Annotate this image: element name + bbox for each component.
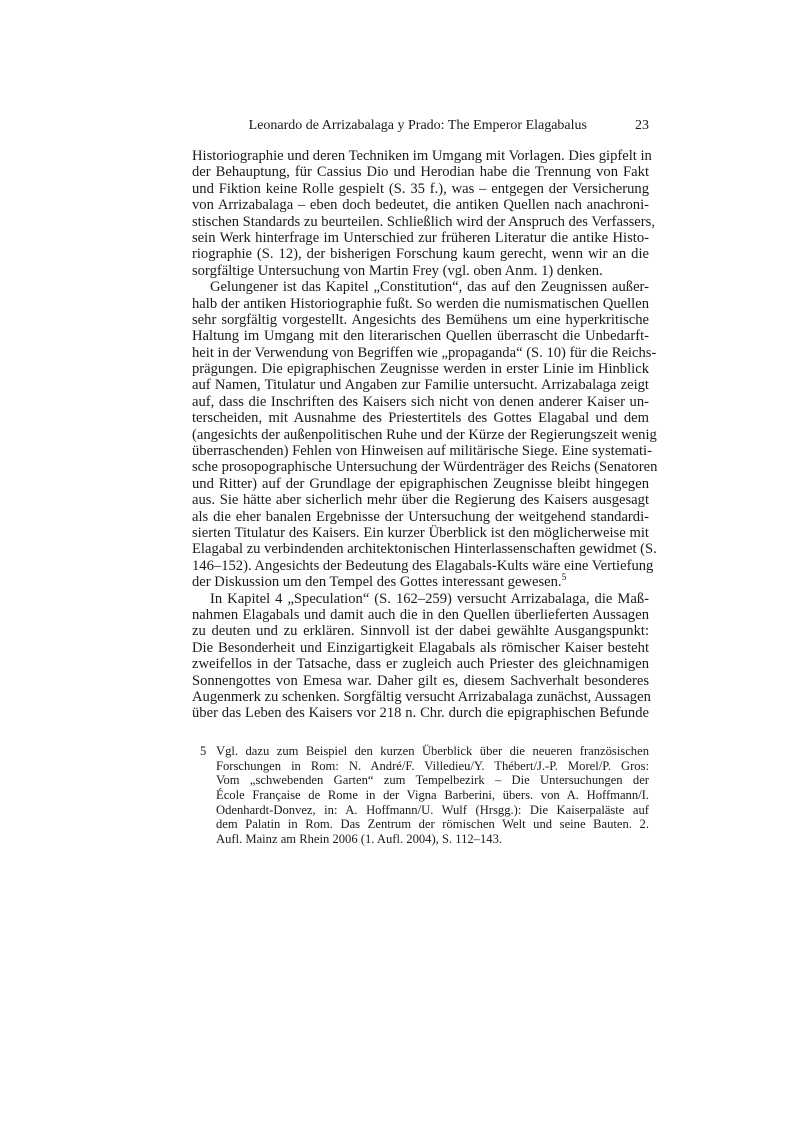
line-text: zweifellos in der Tatsache, dass er zugleich auch Priester des gleichnamigen — [192, 656, 649, 673]
text-line — [192, 459, 658, 476]
line-text: sche prosopographische Untersuchung der Würdenträger des Reichs (Senatoren — [192, 459, 658, 476]
line-text: In Kapitel 4 „Speculation“ (S. 162–259) versucht Arrizabalaga, die Maß- — [210, 590, 649, 607]
text-line — [192, 246, 649, 262]
line-text: riographie (S. 12), der bisherigen Forschung kaum gerecht, wenn wir an die — [192, 246, 649, 263]
text-line — [192, 296, 649, 312]
line-text: prägungen. Die epigraphischen Zeugnisse werden in erster Linie im Hinblick — [192, 361, 649, 378]
line-text: Die Besonderheit und Einzigartigkeit Elagabals als römischer Kaiser besteht — [192, 639, 649, 656]
line-text: und Ritter) auf der Grundlage der epigraphischen Zeugnisse bleibt hingegen — [192, 475, 649, 492]
footnote-line: Vom „schwebenden Garten“ zum Tempelbezirk – Die Untersuchungen der — [216, 773, 649, 788]
text-line — [192, 656, 649, 672]
line-text: 146–152). Angesichts der Bedeutung des Elagabals-Kults wäre eine Vertiefung — [192, 557, 654, 574]
text-line — [192, 148, 652, 164]
line-text: sehr sorgfältig vorgestellt. Angesichts des Bemühens um eine hyperkritische — [192, 311, 649, 328]
text-line — [192, 197, 649, 213]
text-line — [192, 525, 649, 541]
text-line — [192, 410, 649, 426]
line-text: der Diskussion um den Tempel des Gottes interessant gewesen. — [192, 574, 562, 591]
text-line — [192, 541, 657, 558]
footnote-line: École Française de Rome in der Vigna Barberini, übers. von A. Hoffmann/I. — [216, 788, 649, 803]
text-line — [192, 263, 649, 279]
footnote-line: Vgl. dazu zum Beispiel den kurzen Überblick über die neueren französischen — [216, 744, 649, 758]
text-line — [192, 312, 649, 328]
text-line — [192, 557, 654, 574]
line-text: Haltung im Umgang mit den literarischen Quellen überrascht die Unbedarft- — [192, 328, 649, 345]
footnote-line: Aufl. Mainz am Rhein 2006 (1. Aufl. 2004), S. 112–143. — [216, 832, 503, 847]
text-line — [192, 607, 649, 623]
footnote-marker[interactable]: 5 — [561, 573, 567, 584]
text-line — [192, 492, 649, 508]
line-text: heit in der Verwendung von Begriffen wie „propaganda“ (S. 10) für die Reichs- — [192, 344, 657, 361]
line-text: zu deuten und zu erklären. Sinnvoll ist der dabei gewählte Ausgangspunkt: — [192, 623, 649, 640]
line-text: Historiographie und deren Techniken im Umgang mit Vorlagen. Dies gipfelt in — [192, 148, 652, 164]
text-line — [192, 394, 649, 410]
line-text: Gelungener ist das Kapitel „Constitution“, das auf den Zeugnissen außer- — [210, 279, 649, 296]
line-text: sein Werk hinterfrage im Unterschied zur früheren Literatur die antike Histo- — [192, 229, 649, 246]
text-line — [192, 344, 657, 361]
line-text: auf Namen, Titulatur und Angaben zur Familie untersucht. Arrizabalaga zeigt — [192, 377, 649, 394]
line-text: als die eher banalen Ergebnisse der Untersuchung der weitgehend standardi- — [192, 508, 649, 525]
text-line — [192, 623, 649, 639]
line-text: stischen Standards zu beurteilen. Schließlich wird der Anspruch des Verfassers, — [192, 213, 655, 230]
line-text: Sonnengottes von Emesa war. Daher gilt es, diesem Sachverhalt besonderes — [192, 672, 649, 689]
text-line — [192, 640, 649, 656]
line-text: auf, dass die Inschriften des Kaisers sich nicht von denen anderer Kaiser un- — [192, 393, 649, 410]
line-text: halb der antiken Historiographie fußt. So werden die numismatischen Quellen — [192, 295, 649, 312]
text-line — [192, 705, 649, 721]
line-text: aus. Sie hätte aber sicherlich mehr über die Regierung des Kaisers ausgesagt — [192, 492, 649, 509]
text-line — [192, 213, 655, 230]
paragraph — [192, 591, 649, 722]
text-line — [192, 591, 649, 607]
line-text: über das Leben des Kaisers vor 218 n. Chr. durch die epigraphischen Befunde — [192, 705, 649, 722]
line-text: sierten Titulatur des Kaisers. Ein kurzer Überblick ist den möglicherweise mit — [192, 524, 649, 541]
line-text: terscheiden, mit Ausnahme des Priestertitels des Gottes Elagabal und dem — [192, 410, 649, 427]
text-line — [192, 230, 649, 246]
footnote-line: dem Palatin in Rom. Das Zentrum der römischen Welt und seine Bauten. 2. — [216, 817, 649, 832]
text-line — [192, 574, 649, 590]
line-text: der Behauptung, für Cassius Dio und Herodian habe die Trennung von Fakt — [192, 164, 649, 181]
text-line — [192, 377, 649, 393]
line-text: von Arrizabalaga – eben doch bedeutet, die antiken Quellen nach anachroni- — [192, 197, 649, 214]
text-line — [192, 328, 649, 344]
text-line — [192, 426, 657, 443]
paragraph — [192, 148, 655, 279]
footnote-number: 5 — [200, 744, 207, 758]
text-line — [192, 181, 649, 197]
text-line — [192, 673, 649, 689]
line-text: nahmen Elagabals und damit auch die in den Quellen überlieferten Aussagen — [192, 606, 649, 623]
text-line — [192, 509, 649, 525]
line-text: überraschenden) Fehlen von Hinweisen auf militärische Siege. Eine systemati- — [192, 443, 652, 460]
body-text — [192, 148, 658, 722]
paragraph — [192, 279, 658, 591]
line-text: Elagabal zu verbindenden architektonischen Hinterlassenschaften gewidmet (S. — [192, 541, 657, 558]
text-line — [192, 689, 649, 705]
footnote-line: Odenhardt-Donvez, in: A. Hoffmann/U. Wulf (Hrsgg.): Die Kaiserpaläste auf — [216, 802, 649, 817]
text-line — [192, 361, 649, 377]
line-text: und Fiktion keine Rolle gespielt (S. 35 f.), was – entgegen der Versicherung — [192, 180, 649, 197]
running-title: Leonardo de Arrizabalaga y Prado: The Emperor Elagabalus — [248, 118, 587, 133]
text-line — [192, 476, 649, 492]
text-line — [192, 279, 649, 295]
footnote-text — [216, 744, 649, 847]
text-line — [192, 164, 649, 180]
footnote-line: Forschungen in Rom: N. André/F. Villedieu/Y. Thébert/J.-P. Morel/P. Gros: — [216, 758, 649, 773]
line-text: (angesichts der außenpolitischen Ruhe und der Kürze der Regierungszeit wenig — [192, 426, 657, 443]
line-text: sorgfältige Untersuchung von Martin Frey (vgl. oben Anm. 1) denken. — [192, 262, 603, 279]
page-number: 23 — [635, 118, 649, 133]
line-text: Augenmerk zu schenken. Sorgfältig versucht Arrizabalaga zunächst, Aussagen — [192, 688, 651, 705]
running-header — [192, 118, 649, 136]
text-line — [192, 443, 652, 460]
